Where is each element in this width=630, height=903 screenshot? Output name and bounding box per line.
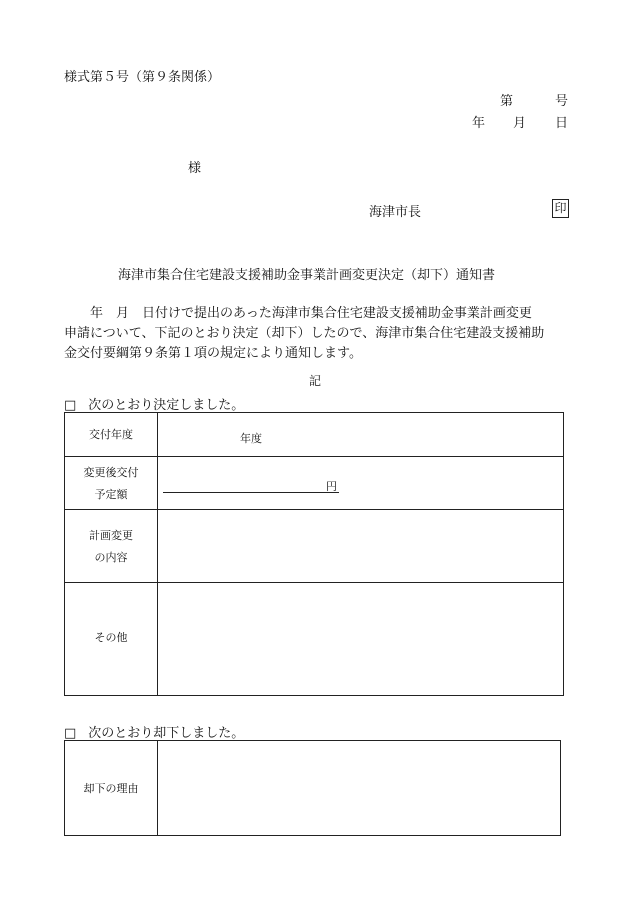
other-label: その他 — [94, 631, 128, 644]
fiscal-year-value[interactable]: 年度 — [240, 432, 262, 445]
approve-heading-text: 次のとおり決定しました。 — [88, 398, 245, 413]
content-label-line1: 計画変更 — [89, 529, 133, 542]
approve-row-sep-3 — [64, 582, 563, 583]
approve-heading — [64, 394, 244, 413]
approve-row-sep-2 — [64, 509, 563, 510]
approve-table-divider — [157, 412, 158, 695]
reject-checkbox[interactable]: □ — [64, 726, 77, 741]
body-paragraph — [64, 304, 576, 364]
reject-table-divider — [157, 740, 158, 835]
fiscal-year-label: 交付年度 — [89, 428, 133, 441]
body-line-1: 年 月 日付けで提出のあった海津市集合住宅建設支援補助金事業計画変更 — [90, 306, 532, 321]
addressee-suffix: 様 — [188, 161, 202, 176]
approve-checkbox[interactable]: □ — [64, 398, 77, 413]
amount-label-line1: 変更後交付 — [83, 466, 139, 479]
doc-number-suffix: 号 — [555, 94, 569, 109]
content-label-line2: の内容 — [94, 551, 128, 564]
reject-reason-label: 却下の理由 — [83, 782, 139, 795]
amount-input-line[interactable] — [163, 492, 339, 493]
approve-row-sep-1 — [64, 456, 563, 457]
date-year: 年 — [472, 116, 486, 131]
date-month: 月 — [513, 116, 527, 131]
ki-label: 記 — [309, 374, 322, 388]
body-line-2: 申請について、下記のとおり決定（却下）したので、海津市集合住宅建設支援補助 — [64, 326, 545, 341]
reject-heading — [64, 722, 244, 741]
reject-heading-text: 次のとおり却下しました。 — [88, 726, 245, 741]
doc-number-prefix: 第 — [500, 94, 514, 109]
body-line-3: 金交付要綱第９条第１項の規定により通知します。 — [64, 346, 362, 361]
date-day: 日 — [555, 116, 569, 131]
issuer: 海津市長 — [369, 205, 422, 220]
amount-unit: 円 — [326, 480, 337, 493]
form-number: 様式第５号（第９条関係） — [64, 70, 221, 85]
amount-label-line2: 予定額 — [94, 488, 128, 501]
seal-mark: 印 — [552, 199, 569, 218]
document-title: 海津市集合住宅建設支援補助金事業計画変更決定（却下）通知書 — [118, 268, 496, 283]
